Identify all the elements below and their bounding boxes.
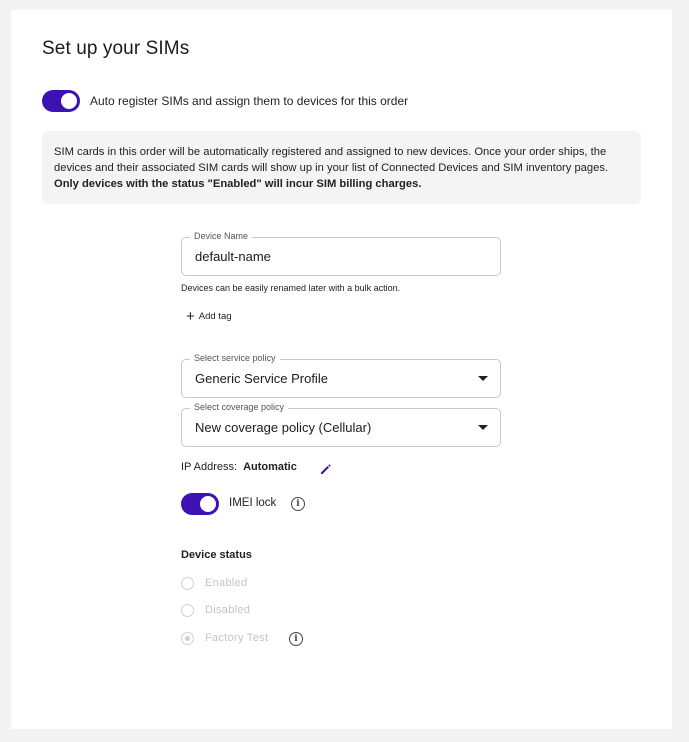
device-status-heading: Device status [181, 549, 252, 561]
status-option-enabled[interactable] [181, 577, 247, 590]
toggle-knob [200, 496, 216, 512]
coverage-policy-legend: Select coverage policy [190, 402, 288, 412]
coverage-policy-value: New coverage policy (Cellular) [195, 420, 372, 435]
device-name-field[interactable] [181, 231, 501, 276]
auto-register-label: Auto register SIMs and assign them to devices for this order [90, 94, 409, 108]
imei-lock-label: IMEI lock [229, 497, 277, 509]
caret-down-icon [478, 425, 488, 430]
add-tag-button[interactable] [186, 308, 232, 325]
status-label-disabled: Disabled [205, 604, 251, 616]
status-label-factory-test: Factory Test [205, 632, 269, 644]
status-option-factory-test[interactable] [181, 632, 268, 645]
ip-address-value: Automatic [243, 461, 297, 473]
device-name-value[interactable]: default-name [195, 249, 271, 264]
pencil-icon[interactable] [320, 463, 332, 475]
service-policy-value: Generic Service Profile [195, 371, 328, 386]
ip-address-label: IP Address: [181, 461, 238, 473]
radio-disabled[interactable] [181, 604, 194, 617]
info-box [42, 131, 641, 204]
ip-address-row [181, 461, 297, 473]
status-option-disabled[interactable] [181, 604, 250, 617]
page-title: Set up your SIMs [42, 38, 190, 59]
caret-down-icon [478, 376, 488, 381]
service-policy-legend: Select service policy [190, 353, 280, 363]
info-bold: Only devices with the status "Enabled" will incur SIM billing charges. [54, 178, 422, 190]
imei-lock-toggle[interactable] [181, 493, 219, 515]
info-text [54, 144, 632, 192]
plus-icon: + [186, 308, 195, 325]
toggle-knob [61, 93, 77, 109]
status-label-enabled: Enabled [205, 577, 248, 589]
device-name-legend: Device Name [190, 231, 252, 241]
service-policy-select[interactable] [181, 353, 501, 398]
info-body: SIM cards in this order will be automatically registered and assigned to new devices. Once your order ships, the devices and their associated SIM cards will show up in your list of Connected Devices and SIM inventory pages. [54, 146, 609, 174]
info-icon[interactable]: i [291, 497, 305, 511]
radio-enabled[interactable] [181, 577, 194, 590]
coverage-policy-select[interactable] [181, 402, 501, 447]
device-name-helper: Devices can be easily renamed later with a bulk action. [181, 283, 401, 293]
info-icon[interactable]: i [289, 632, 303, 646]
add-tag-label: Add tag [198, 311, 232, 322]
sim-setup-card [11, 10, 672, 729]
radio-factory-test[interactable] [181, 632, 194, 645]
auto-register-toggle[interactable] [42, 90, 80, 112]
